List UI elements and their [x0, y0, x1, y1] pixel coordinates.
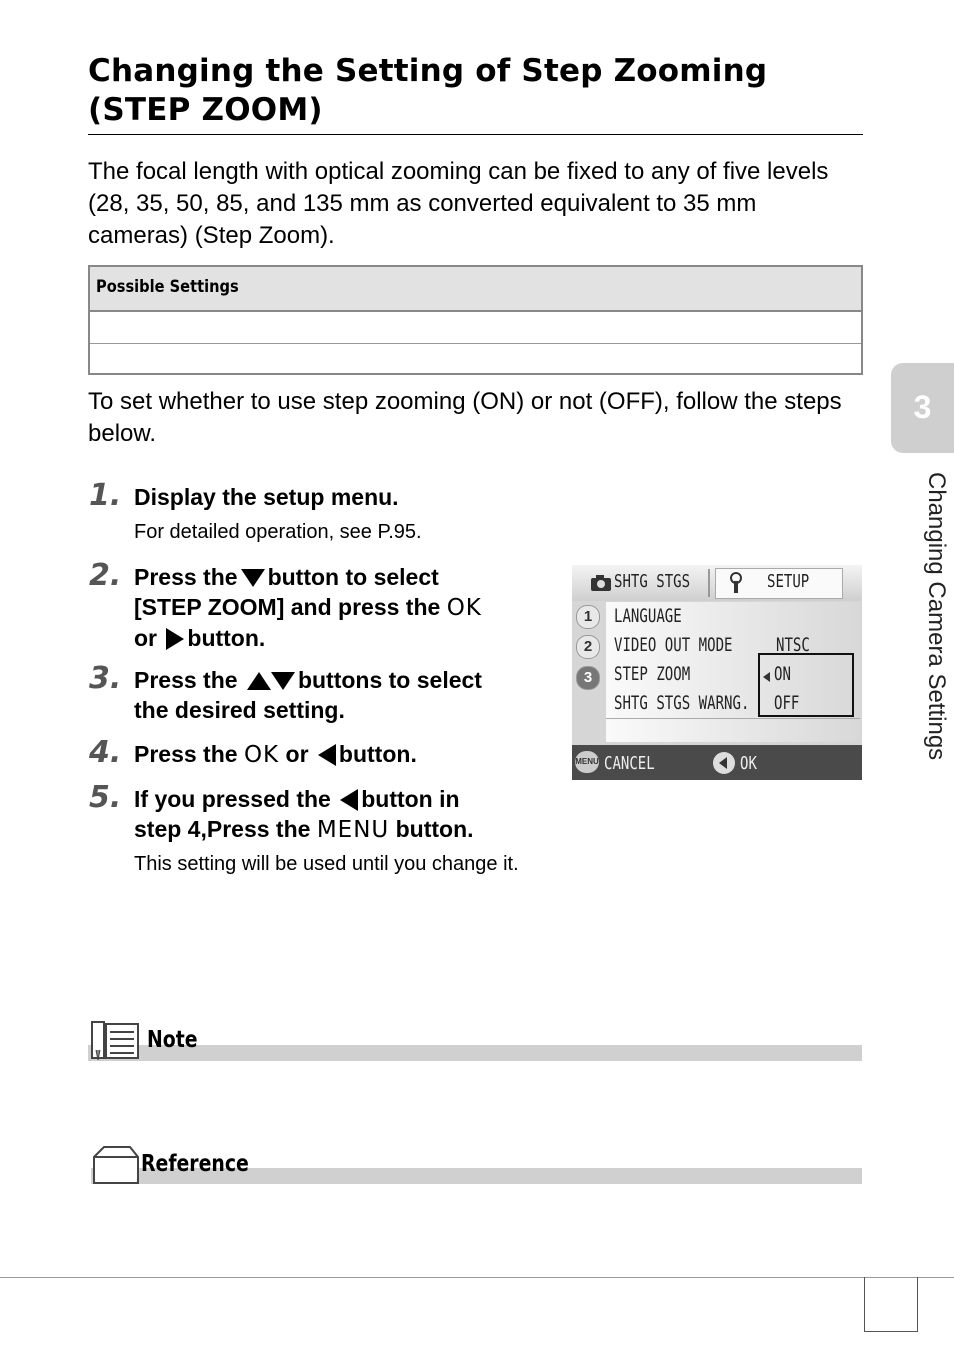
camera-tab-bar	[572, 565, 862, 601]
footer-divider	[0, 1277, 954, 1278]
menu-button-icon: MENU	[575, 751, 599, 773]
selection-highlight-box	[758, 653, 854, 717]
right-arrow-icon	[166, 628, 184, 650]
step-number: 3.	[89, 661, 122, 696]
note-label: Note	[147, 1027, 198, 1053]
left-arrow-icon	[340, 789, 358, 811]
page-number-badge: 1	[576, 605, 600, 629]
step-subtext: This setting will be used until you change it.	[134, 853, 519, 875]
reference-label: Reference	[141, 1151, 249, 1177]
note-icon	[90, 1020, 142, 1062]
chapter-number: 3	[913, 389, 932, 425]
menu-row-value: OFF	[774, 692, 800, 714]
page-number-badge: 2	[576, 635, 600, 659]
note-bar	[88, 1045, 862, 1061]
tab-setup: SETUP	[767, 571, 810, 592]
step-text: Display the setup menu.	[134, 484, 399, 510]
title-divider	[88, 134, 863, 135]
ok-button-glyph: OK	[446, 595, 482, 621]
chapter-tab	[891, 363, 954, 453]
cancel-label: CANCEL	[604, 753, 655, 774]
menu-row-label: SHTG STGS WARNG.	[614, 692, 750, 714]
menu-row-label: VIDEO OUT MODE	[614, 634, 733, 656]
step-subtext: For detailed operation, see P.95.	[134, 521, 422, 543]
step-number: 2.	[89, 558, 122, 593]
up-arrow-icon	[247, 672, 271, 690]
menu-row-label: LANGUAGE	[614, 605, 682, 627]
menu-row-value: ON	[774, 663, 791, 685]
tab-shtg-stgs: SHTG STGS	[614, 571, 691, 592]
menu-button-glyph: MENU	[316, 817, 390, 843]
settings-table-row	[90, 312, 861, 344]
camera-setup-menu-screen	[572, 565, 862, 780]
list-divider	[606, 718, 860, 719]
page-number-box	[864, 1277, 918, 1332]
step-text: Press the buttons to select the desired setting.	[134, 667, 482, 723]
page-number-badge-active: 3	[576, 666, 600, 690]
left-arrow-icon	[318, 744, 336, 766]
camera-bottom-bar	[572, 745, 862, 780]
settings-table-header-label: Possible Settings	[96, 277, 239, 297]
down-arrow-icon	[271, 672, 295, 690]
step-number: 1.	[89, 478, 122, 513]
instruction-paragraph: To set whether to use step zooming (ON) or not (OFF), follow the steps below.	[88, 388, 842, 447]
step-number: 4.	[89, 735, 122, 770]
reference-folder-icon	[90, 1143, 142, 1187]
page-title: Changing the Setting of Step Zooming (STEP ZOOM)	[88, 53, 768, 128]
left-button-icon	[712, 751, 736, 775]
chapter-title-vertical: Changing Camera Settings	[923, 472, 950, 761]
wrench-icon	[728, 572, 744, 594]
step-text: Press the button to select [STEP ZOOM] and press the OK or button.	[134, 564, 482, 651]
down-arrow-icon	[241, 569, 265, 587]
menu-row-value: NTSC	[776, 634, 810, 656]
camera-icon	[590, 574, 612, 592]
tab-divider	[708, 569, 710, 597]
step-text: If you pressed the button in step 4,Press the MENU button.	[134, 786, 474, 843]
step-text: Press the OK or button.	[134, 741, 417, 768]
menu-row-label: STEP ZOOM	[614, 663, 691, 685]
ok-button-glyph: OK	[243, 742, 280, 768]
ok-label: OK	[740, 753, 757, 774]
intro-paragraph: The focal length with optical zooming can be fixed to any of five levels (28, 35, 50, 85, and 135 mm as converted equivalent to 35 mm cameras) (Step Zoom).	[88, 158, 829, 249]
settings-table-header	[90, 267, 861, 312]
possible-settings-table	[88, 265, 863, 375]
settings-table-row	[90, 344, 861, 375]
step-number: 5.	[89, 780, 122, 815]
